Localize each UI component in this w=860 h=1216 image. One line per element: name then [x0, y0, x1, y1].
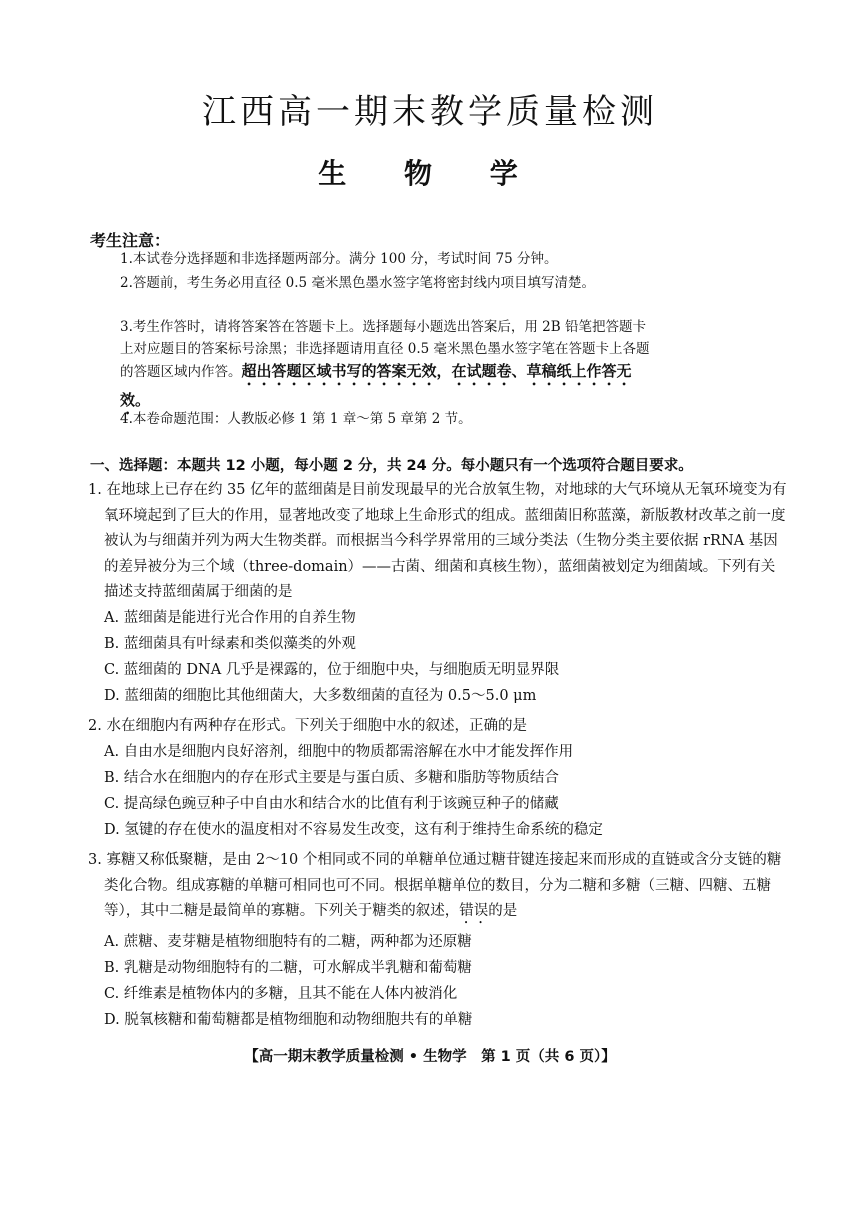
question-option: C. 纤维素是植物体内的多糖，且其不能在人体内被消化: [104, 986, 458, 1002]
question-stem: 1. 在地球上已存在约 35 亿年的蓝细菌是目前发现最早的光合放氧生物，对地球的大气环境从无氧环境变为有氧环境起到了巨大的作用，显著地改变了地球上生命形式的组成。蓝细菌旧称蓝藻，新版教材改革之前一度被认为与细菌并列为两大生物类群。而根据当今科学界常用的三域分类法（生物分类主要依据 rRNA 基因的差异被分为三个域（three-domain）——古菌、细菌和真核生物），蓝细菌被划定为细菌域。下列有关描述支持蓝细菌属于细菌的是: [88, 482, 787, 600]
question-option: A. 自由水是细胞内良好溶剂，细胞中的物质都需溶解在水中才能发挥作用: [104, 744, 574, 760]
section-heading: 一、选择题：本题共 12 小题，每小题 2 分，共 24 分。每小题只有一个选项符合题目要求。: [90, 458, 693, 474]
notice-item-number: 3.: [120, 319, 133, 335]
question-option: B. 乳糖是动物细胞特有的二糖，可水解成半乳糖和葡萄糖: [104, 960, 472, 976]
notice-item-text: 本卷命题范围：人教版必修 1 第 1 章～第 5 章第 2 节。: [132, 411, 472, 427]
notice-item-3: [120, 316, 650, 418]
question-option: A. 蔗糖、麦芽糖是植物细胞特有的二糖，两种都为还原糖: [104, 934, 472, 950]
question-stem-emphasis: 错误: [459, 903, 489, 919]
question-stem-tail: 的是: [488, 903, 518, 919]
notice-emphasis-text: 超出答题区域书写的答案无效，在试题卷、草稿纸上作答无效。: [120, 362, 632, 409]
question-option: C. 提高绿色豌豆种子中自由水和结合水的比值有利于该豌豆种子的储藏: [104, 796, 559, 812]
page-footer: 【高一期末教学质量检测 • 生物学 第 1 页（共 6 页）】: [244, 1049, 616, 1065]
question-stem-text: 3. 寡糖又称低聚糖，是由 2～10 个相同或不同的单糖单位通过糖苷键连接起来而形成的直链或含分支链的糖类化合物。组成寡糖的单糖可相同也可不同。根据单糖单位的数目，分为二糖和多糖（三糖、四糖、五糖等），其中二糖是最简单的寡糖。下列关于糖类的叙述，: [88, 852, 782, 919]
question-stem: 2. 水在细胞内有两种存在形式。下列关于细胞中水的叙述，正确的是: [88, 718, 527, 734]
notice-heading: 考生注意：: [90, 231, 171, 250]
question-option: A. 蓝细菌是能进行光合作用的自养生物: [104, 610, 356, 626]
question-option: B. 蓝细菌具有叶绿素和类似藻类的外观: [104, 636, 356, 652]
notice-item-number: 4.: [120, 411, 133, 427]
question-option: D. 脱氧核糖和葡萄糖都是植物细胞和动物细胞共有的单糖: [104, 1012, 473, 1028]
notice-item-text: 本试卷分选择题和非选择题两部分。满分 100 分，考试时间 75 分钟。: [132, 251, 558, 267]
question-stem: [88, 848, 788, 927]
page-title: 江西高一期末教学质量检测: [202, 92, 658, 132]
notice-item-text: 考生作答时，请将答案答在答题卡上。选择题每小题选出答案后，用 2B 铅笔把答题卡上对应题目的答案标号涂黑；非选择题请用直径 0.5 毫米黑色墨水签字笔在答题卡上各题的答题区域内作答。: [120, 319, 650, 380]
notice-item-2: [120, 272, 650, 294]
question-option: D. 氢键的存在使水的温度相对不容易发生改变，这有利于维持生命系统的稳定: [104, 822, 603, 838]
notice-item-4: [120, 408, 650, 430]
subject-title: 生 物 学: [318, 157, 542, 190]
question-1: [88, 478, 788, 606]
question-option: D. 蓝细菌的细胞比其他细菌大，大多数细菌的直径为 0.5～5.0 μm: [104, 688, 537, 704]
notice-item-text: 答题前，考生务必用直径 0.5 毫米黑色墨水签字笔将密封线内项目填写清楚。: [132, 275, 595, 291]
notice-item-number: 1.: [120, 251, 133, 267]
question-2: [88, 714, 788, 740]
question-option: C. 蓝细菌的 DNA 几乎是裸露的，位于细胞中央，与细胞质无明显界限: [104, 662, 560, 678]
question-option: B. 结合水在细胞内的存在形式主要是与蛋白质、多糖和脂肪等物质结合: [104, 770, 559, 786]
notice-item-number: 2.: [120, 275, 133, 291]
question-3: [88, 848, 788, 927]
notice-item-1: [120, 248, 650, 270]
